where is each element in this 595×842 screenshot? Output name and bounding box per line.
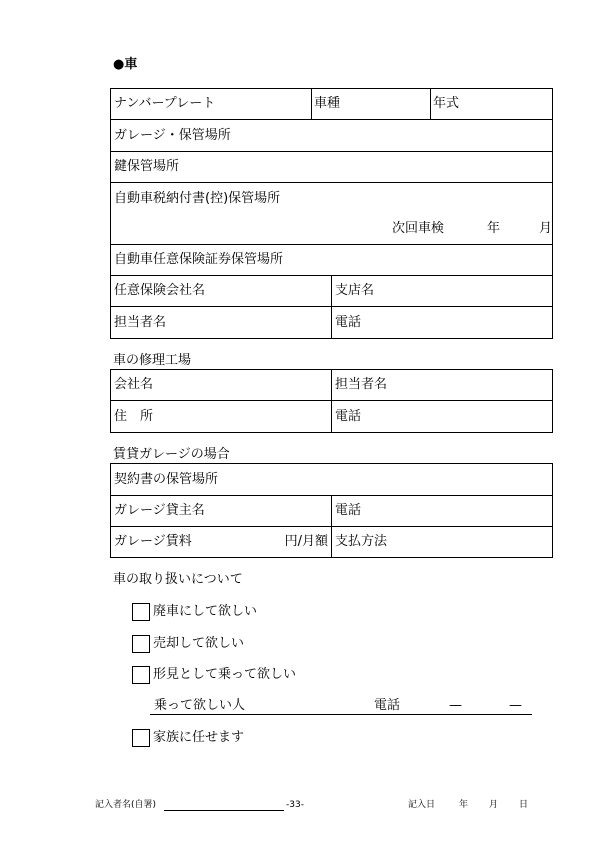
insurance-cert-label: 自動車任意保険証券保管場所 — [114, 252, 284, 267]
repair-contact-label: 担当者名 — [335, 377, 388, 392]
family-option-label: 家族に任せます — [153, 730, 245, 745]
sell-checkbox — [132, 635, 150, 653]
family-checkbox — [132, 729, 150, 747]
model-year-cell — [430, 88, 553, 120]
branch-name-label: 支店名 — [335, 283, 375, 298]
date-day-unit: 日 — [519, 800, 529, 810]
handling-title: 車の取り扱いについて — [113, 572, 243, 587]
landlord-name-cell — [110, 495, 332, 527]
payment-method-cell — [331, 526, 553, 558]
repair-phone-label: 電話 — [335, 408, 362, 424]
landlord-phone-label: 電話 — [335, 503, 362, 518]
garage-rent-label: ガレージ賃料 — [114, 534, 192, 549]
tax-receipt-cell — [110, 182, 553, 245]
model-cell — [311, 88, 431, 120]
next-inspection-label: 次回車検 — [392, 221, 445, 236]
tax-receipt-label: 自動車税納付書(控)保管場所 — [114, 191, 281, 206]
garage-location-label: ガレージ・保管場所 — [114, 127, 231, 143]
sell-option-label: 売却して欲しい — [153, 636, 245, 651]
insurance-contact-cell — [110, 306, 332, 339]
key-location-cell — [110, 151, 553, 183]
model-year-label: 年式 — [433, 96, 460, 111]
garage-location-cell — [110, 119, 553, 152]
landlord-phone-cell — [331, 495, 553, 527]
key-location-label: 鍵保管場所 — [114, 159, 180, 174]
scrap-option-label: 廃車にして欲しい — [153, 604, 258, 619]
repair-shop-title: 車の修理工場 — [113, 353, 192, 368]
writer-name-label: 記入者名(自署) — [95, 800, 157, 810]
insurance-contact-label: 担当者名 — [114, 314, 167, 330]
next-inspection-month-unit: 月 — [539, 221, 553, 236]
repair-address-cell — [110, 400, 332, 433]
keepsake-option-label: 形見として乗って欲しい — [153, 667, 297, 682]
writer-name-underline — [164, 810, 284, 811]
branch-name-cell — [331, 275, 553, 307]
section-heading-car: ●車 — [113, 57, 138, 72]
repair-company-label: 会社名 — [114, 377, 154, 392]
recipient-phone-label: 電話 — [374, 698, 401, 713]
model-label: 車種 — [314, 96, 341, 111]
rental-garage-title: 賃貸ガレージの場合 — [113, 447, 230, 462]
recipient-phone-dash-1: — — [449, 698, 462, 713]
next-inspection-year-unit: 年 — [487, 221, 501, 236]
insurance-company-label: 任意保険会社名 — [114, 283, 206, 298]
contract-location-label: 契約書の保管場所 — [114, 471, 219, 487]
landlord-name-label: ガレージ貸主名 — [114, 503, 205, 518]
recipient-phone-dash-2: — — [509, 698, 522, 713]
repair-contact-cell — [331, 369, 553, 401]
insurance-company-cell — [110, 275, 332, 307]
date-year-unit: 年 — [459, 800, 469, 810]
garage-rent-unit: 円/月額 — [284, 534, 328, 549]
repair-address-label: 住 所 — [114, 408, 154, 424]
scrap-checkbox — [132, 603, 150, 621]
number-plate-label: ナンバープレート — [114, 96, 216, 111]
recipient-underline — [150, 714, 532, 715]
repair-phone-cell — [331, 400, 553, 433]
date-label: 記入日 — [408, 800, 436, 810]
contract-location-cell — [110, 463, 553, 496]
insurance-phone-cell — [331, 306, 553, 339]
repair-company-cell — [110, 369, 332, 401]
insurance-phone-label: 電話 — [335, 314, 362, 330]
page-number: -33- — [286, 800, 304, 810]
keepsake-checkbox — [132, 666, 150, 684]
number-plate-cell — [110, 88, 312, 120]
payment-method-label: 支払方法 — [335, 534, 388, 549]
date-month-unit: 月 — [489, 800, 499, 810]
recipient-label: 乗って欲しい人 — [154, 698, 246, 713]
garage-rent-cell — [110, 526, 332, 558]
insurance-cert-cell — [110, 244, 553, 276]
